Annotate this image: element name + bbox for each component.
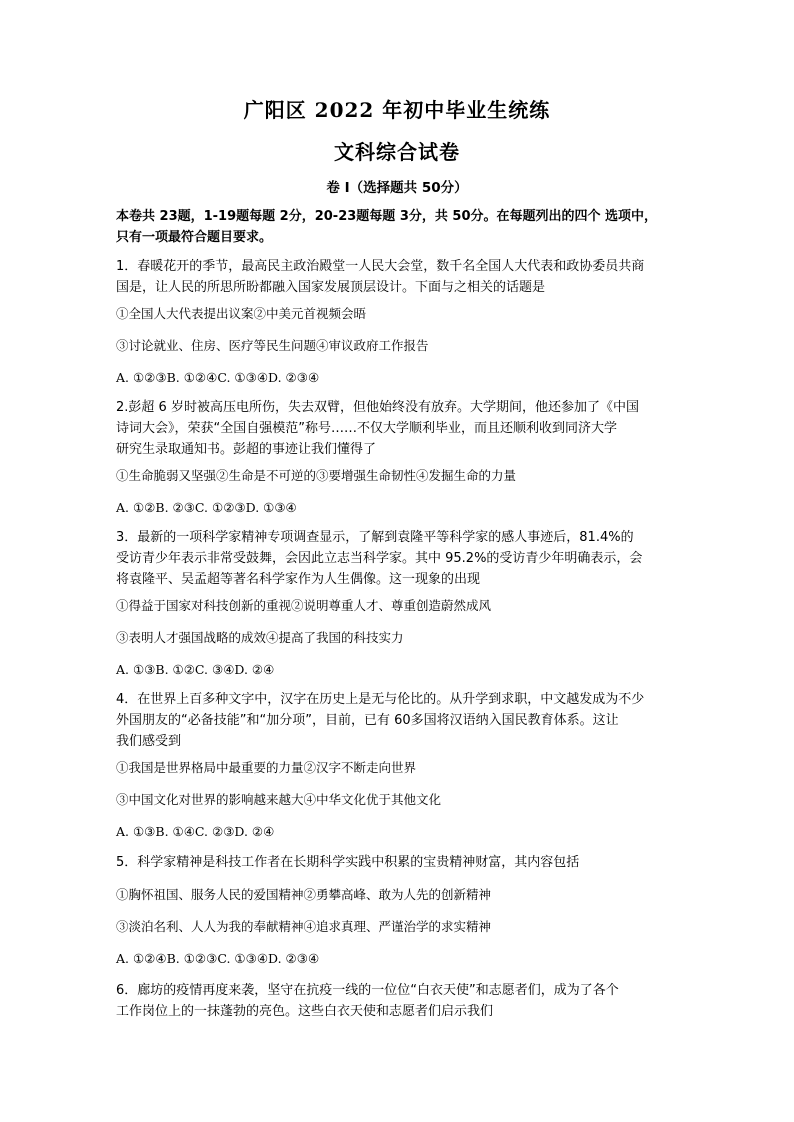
question-3-option: ①得益于国家对科技创新的重视②说明尊重人才、尊重创造蔚然成风 [116,598,492,613]
question-stem-line: 6．廊坊的疫情再度来袭，坚守在抗疫一线的一位位“白衣天使”和志愿者们，成为了各个 [116,983,619,998]
question-stem-line: 受访青少年表示非常受鼓舞，会因此立志当科学家。其中 95.2%的受访青少年明确表示，会 [116,551,643,566]
question-3-answers: A. ①③B. ①②C. ③④D. ②④ [116,662,275,677]
question-6-stem [116,980,680,1022]
question-stem-line: 诗词大会》，荣获“全国自强模范”称号……不仅大学顺利毕业，而且还顺利收到同济大学 [116,421,617,436]
question-4-stem [116,689,680,752]
question-stem-line: 2.彭超 6 岁时被高压电所伤，失去双臂，但他始终没有放弃。大学期间，他还参加了《中国 [116,400,639,415]
question-stem-line: 工作岗位上的一抹蓬勃的亮色。这些白衣天使和志愿者们启示我们 [116,1004,494,1019]
question-stem-line: 我们感受到 [116,734,182,749]
section-heading: 卷 I（选择题共 50分） [326,180,468,196]
question-1-answers: A. ①②③B. ①②④C. ①③④D. ②③④ [116,370,320,385]
question-1-stem [116,256,680,298]
question-4-option: ①我国是世界格局中最重要的力量②汉字不断走向世界 [116,760,417,775]
instructions-line: 本卷共 23题，1-19题每题 2分，20-23题每题 3分，共 50分。在每题列出的四个 选项中， [116,209,658,224]
question-2-option: ①生命脆弱又坚强②生命是不可逆的③要增强生命韧性④发掘生命的力量 [116,468,517,483]
question-stem-line: 5．科学家精神是科技工作者在长期科学实践中积累的宝贵精神财富，其内容包括 [116,855,580,870]
question-3-option: ③表明人才强国战略的成效④提高了我国的科技实力 [116,630,404,645]
question-stem-line: 研究生录取通知书。彭超的事迹让我们懂得了 [116,442,377,457]
question-2-answers: A. ①②B. ②③C. ①②③D. ①③④ [116,500,297,515]
question-stem-line: 外国朋友的“必备技能”和“加分项”，目前，已有 60多国将汉语纳入国民教育体系。这让 [116,713,619,728]
exam-subtitle: 文科综合试卷 [334,140,460,164]
question-stem-line: 3．最新的一项科学家精神专项调查显示，了解到袁隆平等科学家的感人事迹后，81.4%的 [116,530,634,545]
question-stem-line: 4．在世界上百多种文字中，汉字在历史上是无与伦比的。从升学到求职，中文越发成为不少 [116,692,645,707]
instructions-line: 只有一项最符合题目要求。 [116,230,273,245]
question-stem-line: 将袁隆平、吴孟超等著名科学家作为人生偶像。这一现象的出现 [116,572,481,587]
question-4-answers: A. ①③B. ①④C. ②③D. ②④ [116,824,275,839]
question-1-option: ①全国人大代表提出议案②中美元首视频会晤 [116,306,367,321]
question-4-option: ③中国文化对世界的影响越来越大④中华文化优于其他文化 [116,792,442,807]
exam-title: 广阳区 2022 年初中毕业生统练 [243,98,551,122]
question-5-option: ③淡泊名利、人人为我的奉献精神④追求真理、严谨治学的求实精神 [116,919,492,934]
question-5-option: ①胸怀祖国、服务人民的爱国精神②勇攀高峰、敢为人先的创新精神 [116,887,492,902]
question-2-stem [116,397,680,460]
question-stem-line: 国是，让人民的所思所盼都融入国家发展顶层设计。下面与之相关的话题是 [116,280,546,295]
question-1-option: ③讨论就业、住房、医疗等民生问题④审议政府工作报告 [116,338,429,353]
instructions [116,206,680,248]
question-stem-line: 1．春暖花开的季节，最高民主政治殿堂一人民大会堂，数千名全国人大代表和政协委员共商 [116,259,645,274]
question-5-stem [116,852,680,873]
question-5-answers: A. ①②④B. ①②③C. ①③④D. ②③④ [116,951,320,966]
question-3-stem [116,527,680,590]
